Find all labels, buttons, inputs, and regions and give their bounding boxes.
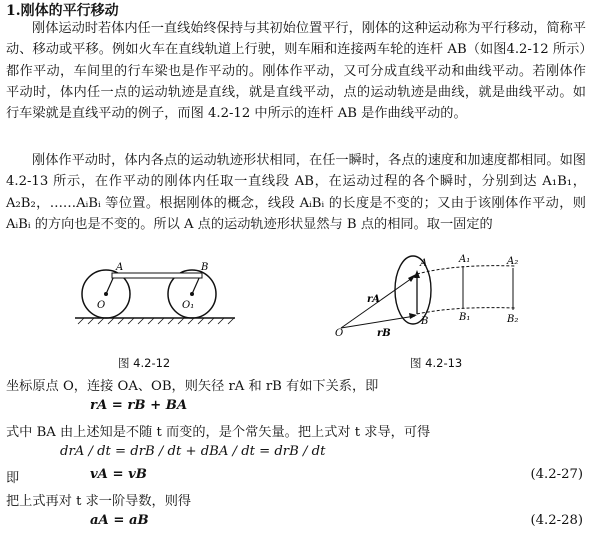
equation-2: drA / dt = drB / dt + dBA / dt = drB / dt — [60, 444, 326, 459]
fig12-label-o1: O₁ — [182, 300, 195, 311]
figure-4-2-13 — [335, 250, 540, 350]
connecting-rod-ab — [112, 273, 202, 278]
equation-3: vA = vB — [90, 467, 147, 482]
fig13-label-a1: A₁ — [459, 254, 471, 265]
fig13-label-a: A — [420, 258, 428, 269]
figure-4-2-13-caption: 图 4.2-13 — [410, 356, 463, 370]
fig13-label-b: B — [421, 316, 429, 327]
fig12-label-a: A — [116, 262, 124, 273]
fig13-label-b1: B₁ — [459, 312, 471, 323]
fig13-label-b2: B₂ — [507, 314, 519, 325]
equation-4-number: (4.2-28) — [530, 513, 583, 528]
fig13-label-rb: rB — [377, 328, 391, 339]
equation-3-prefix: 即 — [6, 471, 20, 486]
equation-4: aA = aB — [90, 513, 149, 528]
paragraph-2: 刚体作平动时，体内各点的运动轨迹形状相同，在任一瞬时，各点的速度和加速度都相同。如图 4.2-13 所示，在作平动的刚体内任取一直线段 AB，在运动过程的各个瞬时，分别到达 A₁B₁，A₂B₂，……AᵢBᵢ 等位置。根据刚体的概念，线段 AᵢBᵢ 的长度是不变的；又由于该刚体作平动，则 AᵢBᵢ 的方向也是不变的。所以 A 点的运动轨迹形状显然与 B 点的相同。取一固定的 — [6, 153, 586, 232]
paragraph-1: 刚体运动时若体内任一直线始终保持与其初始位置平行，刚体的这种运动称为平行移动，简称平动、移动或平移。例如火车在直线轨道上行驶，则车厢和连接两车轮的连杆 AB（如图4.2-12 所示）都作平动，车间里的行车梁也是作平动的。刚体作平动，又可分成直线平动和曲线平动。若刚体作平动时，体内任一点的运动轨迹是直线，就是直线平动，点的运动轨迹是曲线，就是曲线平动。如行车梁就是直线平动的例子，而图 4.2-12 中所示的连杆 AB 是作曲线平动的。 — [6, 21, 586, 122]
equation-1: rA = rB + BA — [90, 398, 188, 413]
section-heading: 1.刚体的平行移动 — [6, 3, 119, 19]
fig13-label-a2: A₂ — [507, 256, 519, 267]
body-line-3: 把上式再对 t 求一阶导数，则得 — [6, 494, 192, 509]
fig12-label-o: O — [97, 300, 106, 311]
body-line-1: 坐标原点 O，连接 OA、OB，则矢径 rA 和 rB 有如下关系，即 — [6, 379, 379, 394]
fig12-label-b: B — [201, 262, 209, 273]
fig13-label-o: O — [335, 328, 344, 339]
body-line-2: 式中 BA 由上述知是不随 t 而变的，是个常矢量。把上式对 t 求导，可得 — [6, 425, 431, 440]
figure-4-2-12-caption: 图 4.2-12 — [118, 356, 171, 370]
figure-4-2-12 — [70, 252, 240, 332]
equation-3-number: (4.2-27) — [530, 467, 583, 482]
fig13-label-ra: rA — [367, 294, 381, 305]
